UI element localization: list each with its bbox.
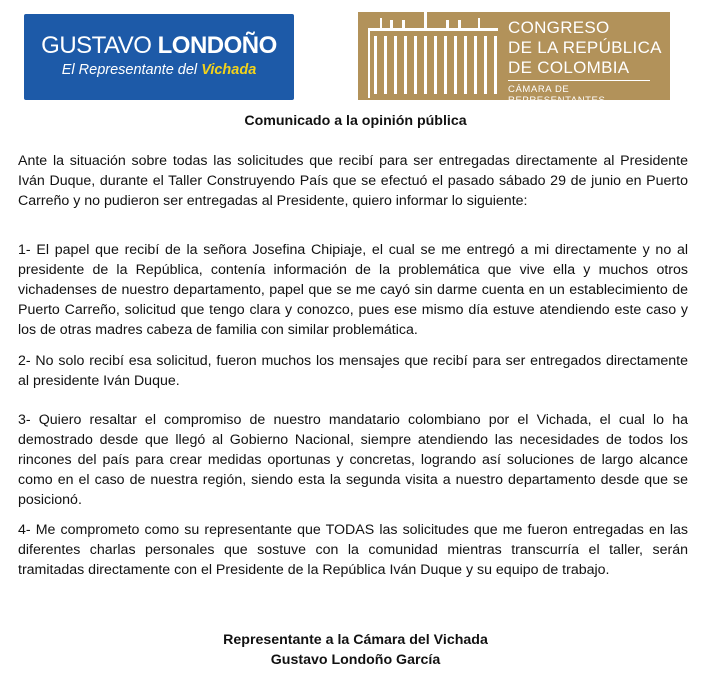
logo-tagline-highlight: Vichada xyxy=(201,62,257,78)
gustavo-londono-logo xyxy=(24,14,294,100)
capitol-building-icon xyxy=(358,12,508,100)
signature-title: Representante a la Cámara del Vichada xyxy=(223,632,488,648)
paragraph-point-4: 4- Me comprometo como su representante que TODAS las solicitudes que me fueron entregadas en las diferentes charlas personales que sostuve con la comunidad mientras transcurría el taller, serán tramitadas directamente con el Presidente de la República Iván Duque y su equipo de trabajo. xyxy=(18,522,688,578)
signature-block xyxy=(0,630,711,670)
logo-name-first: GUSTAVO xyxy=(41,32,158,59)
signature-name: Gustavo Londoño García xyxy=(270,652,441,668)
logo-name xyxy=(24,32,294,60)
logo-tagline xyxy=(24,62,294,78)
paragraph-point-2: 2- No solo recibí esa solicitud, fueron muchos los mensajes que recibí para ser entregados directamente al presidente Iván Duque. xyxy=(18,353,688,389)
paragraph-point-3: 3- Quiero resaltar el compromiso de nuestro mandatario colombiano por el Vichada, el cual lo ha demostrado desde que llegó al Gobierno Nacional, siempre atendiendo las necesidades de todos los rincones del país para crear medidas oportunas y concretas, logrando así soluciones de largo alcance como en el caso de nuestra región, siendo esta la segunda visita a nuestro departamento desde que se posicionó. xyxy=(18,412,688,508)
congreso-text xyxy=(508,18,668,106)
logo-tagline-prefix: El Representante del xyxy=(61,62,202,78)
paragraph-intro: Ante la situación sobre todas las solicitudes que recibí para ser entregadas directamente al Presidente Iván Duque, durante el Taller Construyendo País que se efectuó el pasado sábado 29 de junio en Puerto Carreño y no pudieron ser entregadas al Presidente, quiero informar lo siguiente: xyxy=(18,153,688,209)
logo-name-last: LONDOÑO xyxy=(157,32,277,59)
congreso-divider xyxy=(508,80,650,81)
congreso-line-3: DE COLOMBIA xyxy=(508,58,630,77)
congreso-subtitle: CÁMARA DE REPRESENTANTES xyxy=(508,84,606,106)
paragraph-point-1: 1- El papel que recibí de la señora Josefina Chipiaje, el cual se me entregó a mi directamente y no al presidente de la República, contenía información de la problemática que vive ella y muchos otros vichadenses de nuestro departamento, papel que se me cayó sin darme cuenta en un establecimiento de Puerto Carreño, solicitud que tengo clara y conozco, pues ese mismo día estuve atendiendo este caso y los de otras madres cabeza de familia con similar problemática. xyxy=(18,242,688,338)
congreso-logo xyxy=(358,12,670,106)
letterhead xyxy=(0,0,711,110)
congreso-line-1: CONGRESO xyxy=(508,18,610,37)
congreso-line-2: DE LA REPÚBLICA xyxy=(508,38,662,57)
document-title: Comunicado a la opinión pública xyxy=(244,113,467,129)
